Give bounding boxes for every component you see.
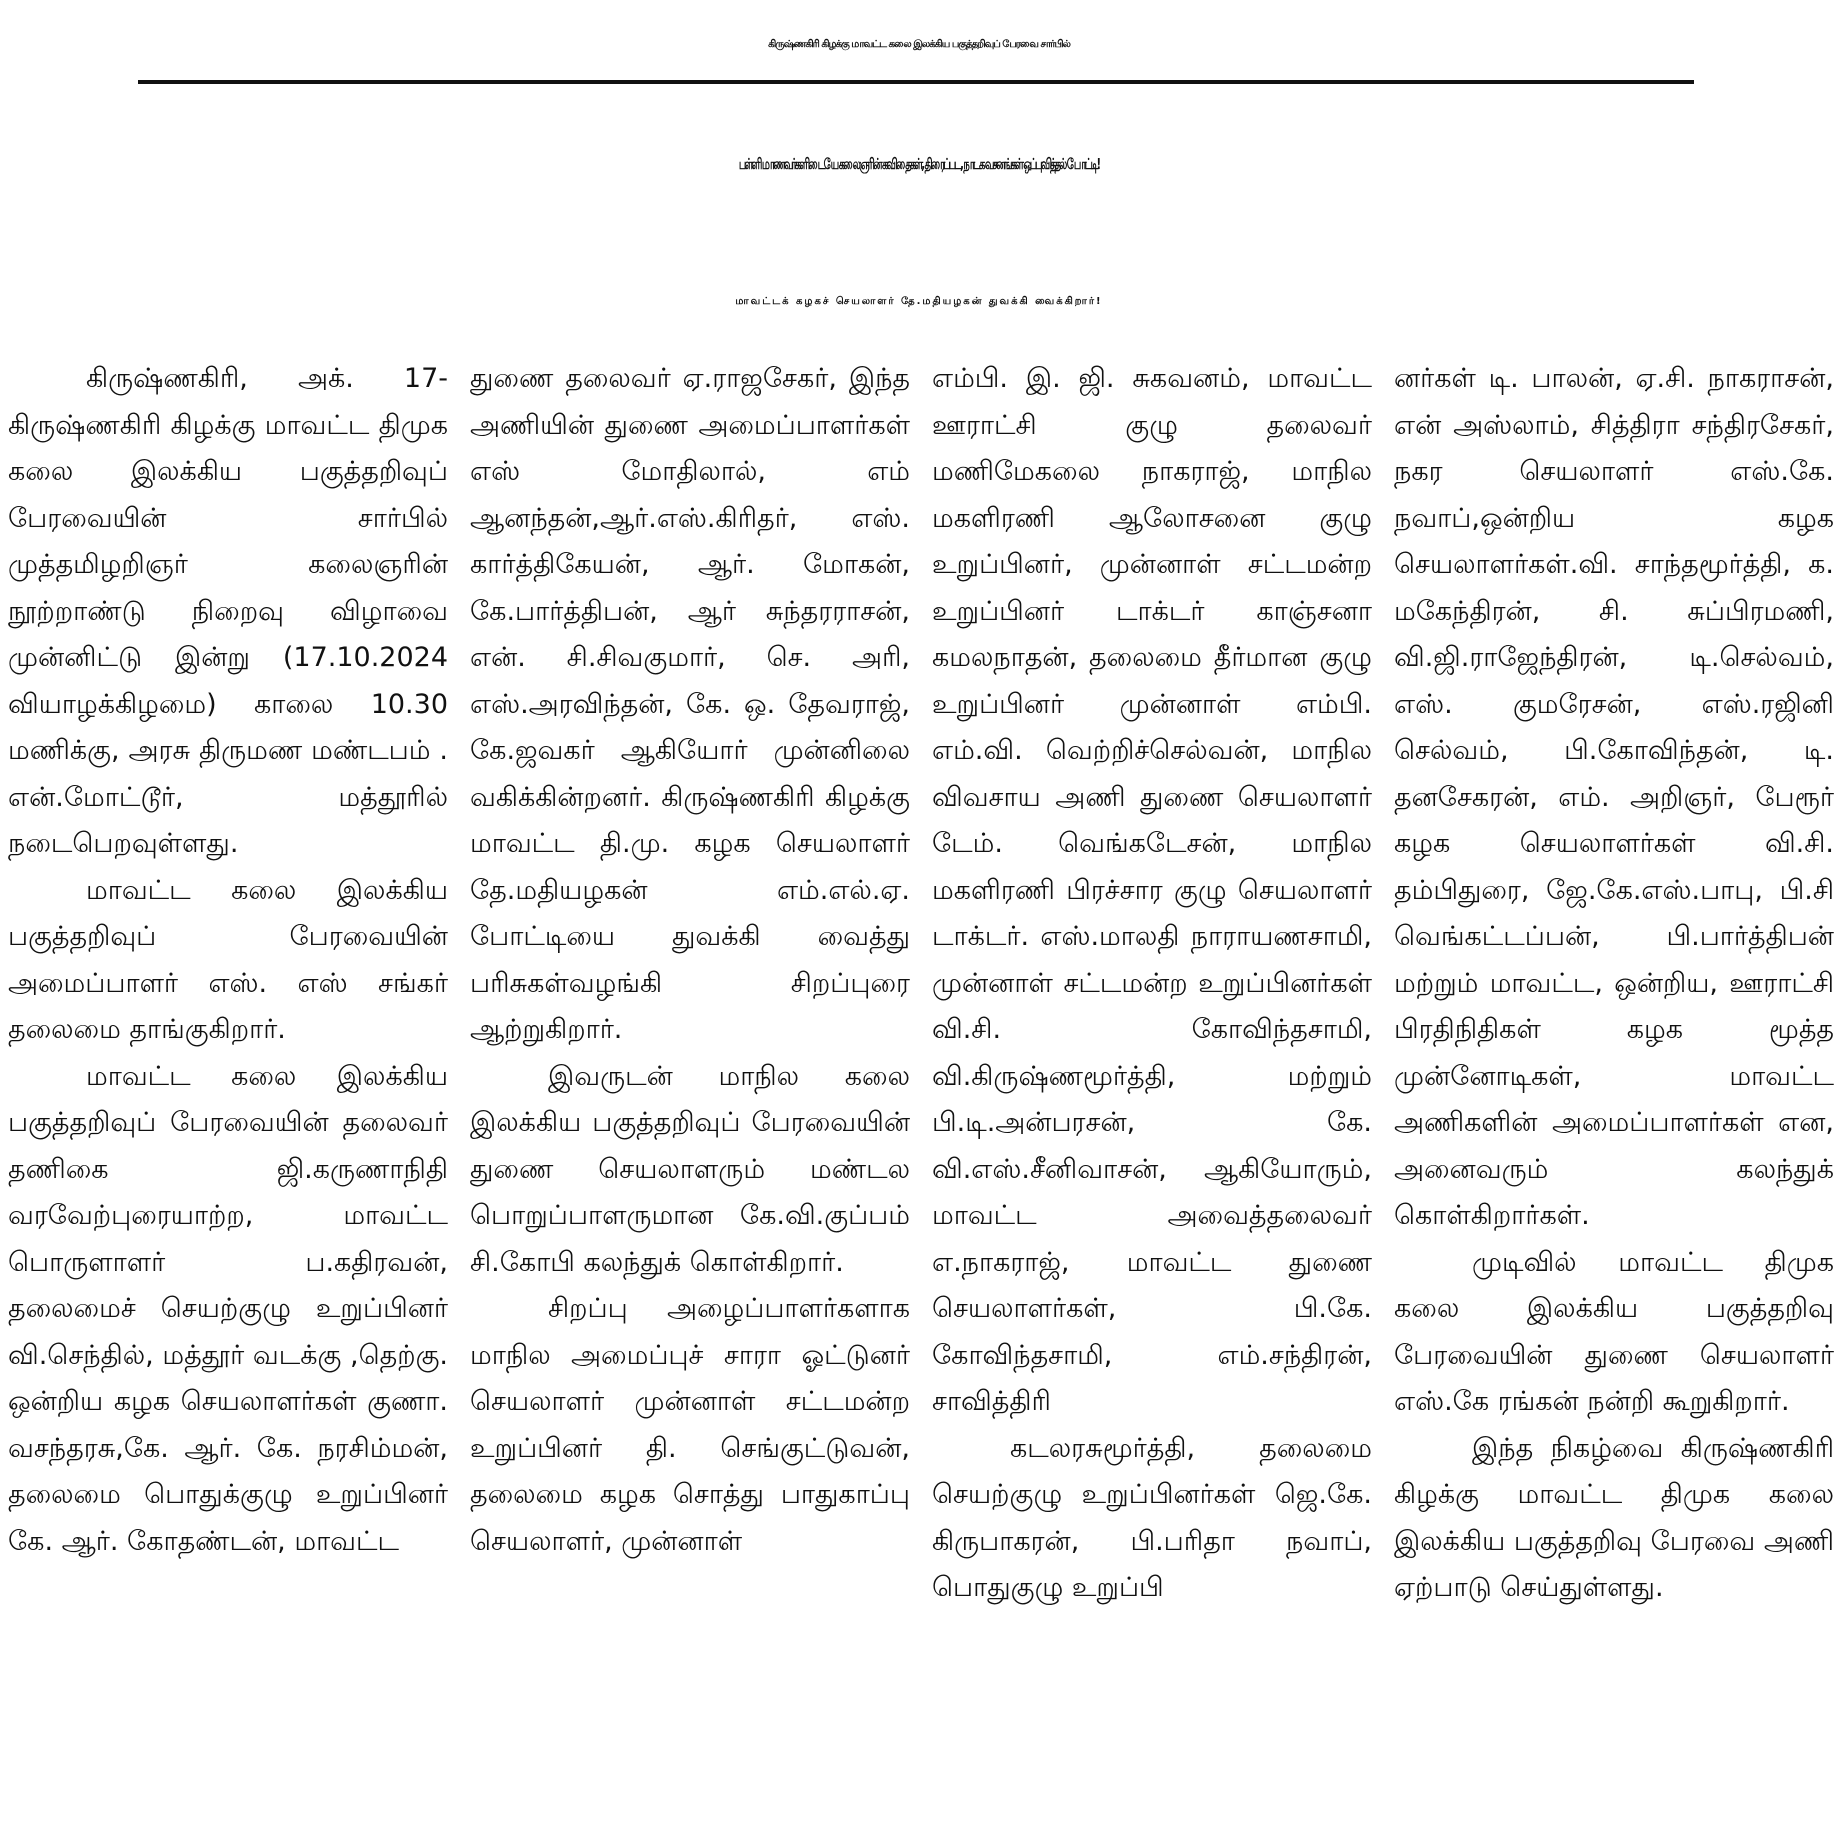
paragraph: மாவட்ட கலை இலக்கிய பகுத்தறிவுப் பேரவையின் அமைப்பாளர் எஸ். எஸ் சங்கர் தலைமை தாங்குகிறார்.	[8, 874, 448, 1045]
paragraph: சிறப்பு அழைப்பாளர்களாக மாநில அமைப்புச் சாரா ஓட்டுனர் செயலாளர் முன்னாள் சட்டமன்ற உறுப்பினர் தி. செங்குட்டுவன், தலைமை கழக சொத்து பாதுகாப்பு செயலாளர், முன்னாள்	[470, 1293, 910, 1557]
kicker-line: கிருஷ்ணகிரி கிழக்கு மாவட்ட கலை இலக்கிய பகுத்தறிவுப் பேரவை சார்பில்	[768, 39, 1070, 50]
paragraph: இவருடன் மாநில கலை இலக்கிய பகுத்தறிவுப் பேரவையின் துணை செயலாளரும் மண்டல பொறுப்பாளருமான கே.வி.குப்பம் சி.கோபி கலந்துக் கொள்கிறார்.	[470, 1060, 910, 1278]
paragraph: துணை தலைவர் ஏ.ராஜசேகர், இந்த அணியின் துணை அமைப்பாளர்கள் எஸ் மோதிலால், எம் ஆனந்தன்,ஆர்.எஸ்.கிரிதர், எஸ். கார்த்திகேயன், ஆர். மோகன், கே.பார்த்திபன், ஆர் சுந்தரராசன், என். சி.சிவகுமார், செ. அரி, எஸ்.அரவிந்தன், கே. ஒ. தேவராஜ், கே.ஜவகர் ஆகியோர் முன்னிலை வகிக்கின்றனர். கிருஷ்ணகிரி கிழக்கு மாவட்ட தி.மு. கழக செயலாளர் தே.மதியழகன் எம்.எல்.ஏ. போட்டியை துவக்கி வைத்து பரிசுகள்வழங்கி சிறப்புரை ஆற்றுகிறார்.	[470, 363, 910, 1045]
article-body	[8, 356, 1834, 1838]
paragraph: முடிவில் மாவட்ட திமுக கலை இலக்கிய பகுத்தறிவு பேரவையின் துணை செயலாளர் எஸ்.கே ரங்கன் நன்றி கூறுகிறார்.	[1394, 1246, 1834, 1417]
paragraph: னர்கள் டி. பாலன், ஏ.சி. நாகராசன், என் அஸ்லாம், சித்திரா சந்திரசேகர், நகர செயலாளர் எஸ்.கே. நவாப்,ஒன்றிய கழக செயலாளர்கள்.வி. சாந்தமூர்த்தி, க. மகேந்திரன், சி. சுப்பிரமணி, வி.ஜி.ராஜேந்திரன், டி.செல்வம், எஸ். குமரேசன், எஸ்.ரஜினி செல்வம், பி.கோவிந்தன், டி. தனசேகரன், எம். அறிஞர், பேரூர் கழக செயலாளர்கள் வி.சி. தம்பிதுரை, ஜே.கே.எஸ்.பாபு, பி.சி வெங்கட்டப்பன், பி.பார்த்திபன் மற்றும் மாவட்ட, ஒன்றிய, ஊராட்சி பிரதிநிதிகள் கழக மூத்த முன்னோடிகள், மாவட்ட அணிகளின் அமைப்பாளர்கள் என, அனைவரும் கலந்துக் கொள்கிறார்கள்.	[1394, 363, 1834, 1231]
article-column-3	[932, 356, 1372, 1838]
paragraph: கிருஷ்ணகிரி, அக். 17- கிருஷ்ணகிரி கிழக்கு மாவட்ட திமுக கலை இலக்கிய பகுத்தறிவுப் பேரவையின் சார்பில் முத்தமிழறிஞர் கலைஞரின் நூற்றாண்டு நிறைவு விழாவை முன்னிட்டு இன்று (17.10.2024 வியாழக்கிழமை) காலை 10.30 மணிக்கு, அரசு திருமண மண்டபம் . என்.மோட்டூர், மத்தூரில் நடைபெறவுள்ளது.	[8, 363, 448, 859]
subheadline: மாவட்டக் கழகச் செயலாளர் தே.மதியழகன் துவக்கி வைக்கிறார்!	[735, 296, 1103, 307]
paragraph: இந்த நிகழ்வை கிருஷ்ணகிரி கிழக்கு மாவட்ட திமுக கலை இலக்கிய பகுத்தறிவு பேரவை அணி ஏற்பாடு செய்துள்ளது.	[1394, 1432, 1834, 1603]
paragraph: கடலரசுமூர்த்தி, தலைமை செயற்குழு உறுப்பினர்கள் ஜெ.கே. கிருபாகரன், பி.பரிதா நவாப், பொதுகுழு உறுப்பி	[932, 1432, 1372, 1603]
paragraph: மாவட்ட கலை இலக்கிய பகுத்தறிவுப் பேரவையின் தலைவர் தணிகை ஜி.கருணாநிதி வரவேற்புரையாற்ற, மாவட்ட பொருளாளர் ப.கதிரவன், தலைமைச் செயற்குழு உறுப்பினர் வி.செந்தில், மத்தூர் வடக்கு ,தெற்கு. ஒன்றிய கழக செயலாளர்கள் குணா. வசந்தரசு,கே. ஆர். கே. நரசிம்மன், தலைமை பொதுக்குழு உறுப்பினர் கே. ஆர். கோதண்டன், மாவட்ட	[8, 1060, 448, 1557]
paragraph: எம்பி. இ. ஜி. சுகவனம், மாவட்ட ஊராட்சி குழு தலைவர் மணிமேகலை நாகராஜ், மாநில மகளிரணி ஆலோசனை குழு உறுப்பினர், முன்னாள் சட்டமன்ற உறுப்பினர் டாக்டர் காஞ்சனா கமலநாதன், தலைமை தீர்மான குழு உறுப்பினர் முன்னாள் எம்பி. எம்.வி. வெற்றிச்செல்வன், மாநில விவசாய அணி துணை செயலாளர் டேம். வெங்கடேசன், மாநில மகளிரணி பிரச்சார குழு செயலாளர் டாக்டர். எஸ்.மாலதி நாராயணசாமி, முன்னாள் சட்டமன்ற உறுப்பினர்கள் வி.சி. கோவிந்தசாமி, வி.கிருஷ்ணமூர்த்தி, மற்றும் பி.டி.அன்பரசன், கே. வி.எஸ்.சீனிவாசன், ஆகியோரும், மாவட்ட அவைத்தலைவர் எ.நாகராஜ், மாவட்ட துணை செயலாளர்கள், பி.கே. கோவிந்தசாமி, எம்.சந்திரன், சாவித்திரி	[932, 363, 1372, 1417]
headline: பள்ளி மாணவர்களிடையே கலைஞரின் கவிதைகள், திரைப்பட, நாடக வசனங்கள் ஒப்புவித்தல் போட்டி!	[738, 157, 1100, 174]
article-column-4	[1394, 356, 1834, 1838]
article-column-2	[470, 356, 910, 1838]
article-column-1	[8, 356, 448, 1838]
